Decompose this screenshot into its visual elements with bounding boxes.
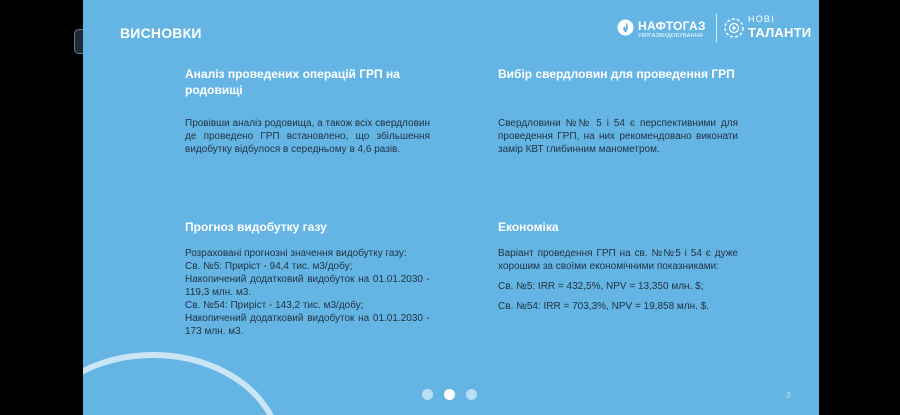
section-text: Провівши аналіз родовища, а також всіх свердловин де проведено ГРП встановлено, що збільшення видобутку відбулося в середньому в 4,6 разів. — [185, 118, 430, 155]
section-heading: Економіка — [498, 220, 559, 234]
forecast-well54-cumulative: Накопичений додатковий видобуток на 01.01.2030 - 173 млн. м3. — [185, 313, 430, 337]
logo-divider — [716, 14, 717, 42]
grp-analysis-section — [185, 66, 430, 156]
forecast-well54-growth: Св. №54: Приріст - 143,2 тис. м3/добу; — [185, 300, 364, 311]
forecast-well5-growth: Св. №5: Приріст - 94,4 тис. м3/добу; — [185, 261, 353, 272]
presentation-slide — [83, 0, 819, 415]
talents-line-2: ТАЛАНТИ — [748, 25, 812, 40]
section-heading: Прогноз видобутку газу — [185, 220, 327, 234]
talents-emblem-icon — [723, 16, 745, 40]
talents-line-1: НОВІ — [748, 14, 775, 24]
section-heading: Аналіз проведених операцій ГРП на родовищі — [185, 67, 400, 97]
pagination-dot[interactable] — [422, 389, 433, 400]
naftogaz-name: НАФТОГАЗ — [638, 19, 706, 33]
gas-forecast-section — [185, 219, 430, 338]
decorative-arc — [83, 352, 283, 415]
pagination-dot[interactable] — [466, 389, 477, 400]
pagination-dot-active[interactable] — [444, 389, 455, 400]
section-heading: Вибір свердловин для проведення ГРП — [498, 67, 735, 81]
slide-title: ВИСНОВКИ — [120, 25, 202, 41]
naftogaz-flame-icon — [617, 19, 634, 36]
economics-well5: Св. №5: IRR = 432,5%, NPV = 13,350 млн. $; — [498, 281, 704, 292]
section-text: Свердловини №№ 5 і 54 є перспективними для проведення ГРП, на них рекомендовано виконати замір КВТ глибинним манометром. — [498, 118, 738, 155]
economics-well54: Св. №54: IRR = 703,3%, NPV = 19,858 млн. $. — [498, 301, 710, 312]
well-selection-section — [498, 66, 738, 156]
section-text — [185, 247, 430, 338]
economics-section — [498, 219, 738, 313]
forecast-intro: Розраховані прогнозні значення видобутку газу: — [185, 248, 407, 259]
economics-intro: Варіант проведення ГРП на св. №№5 і 54 є дуже хорошим за своїми економічними показниками: — [498, 248, 738, 272]
naftogaz-subtitle: УКРГАЗВИДОБУВАННЯ — [638, 33, 703, 39]
page-number: 3 — [786, 391, 791, 400]
forecast-well5-cumulative: Накопичений додатковий видобуток на 01.01.2030 - 119,3 млн. м3. — [185, 274, 430, 298]
